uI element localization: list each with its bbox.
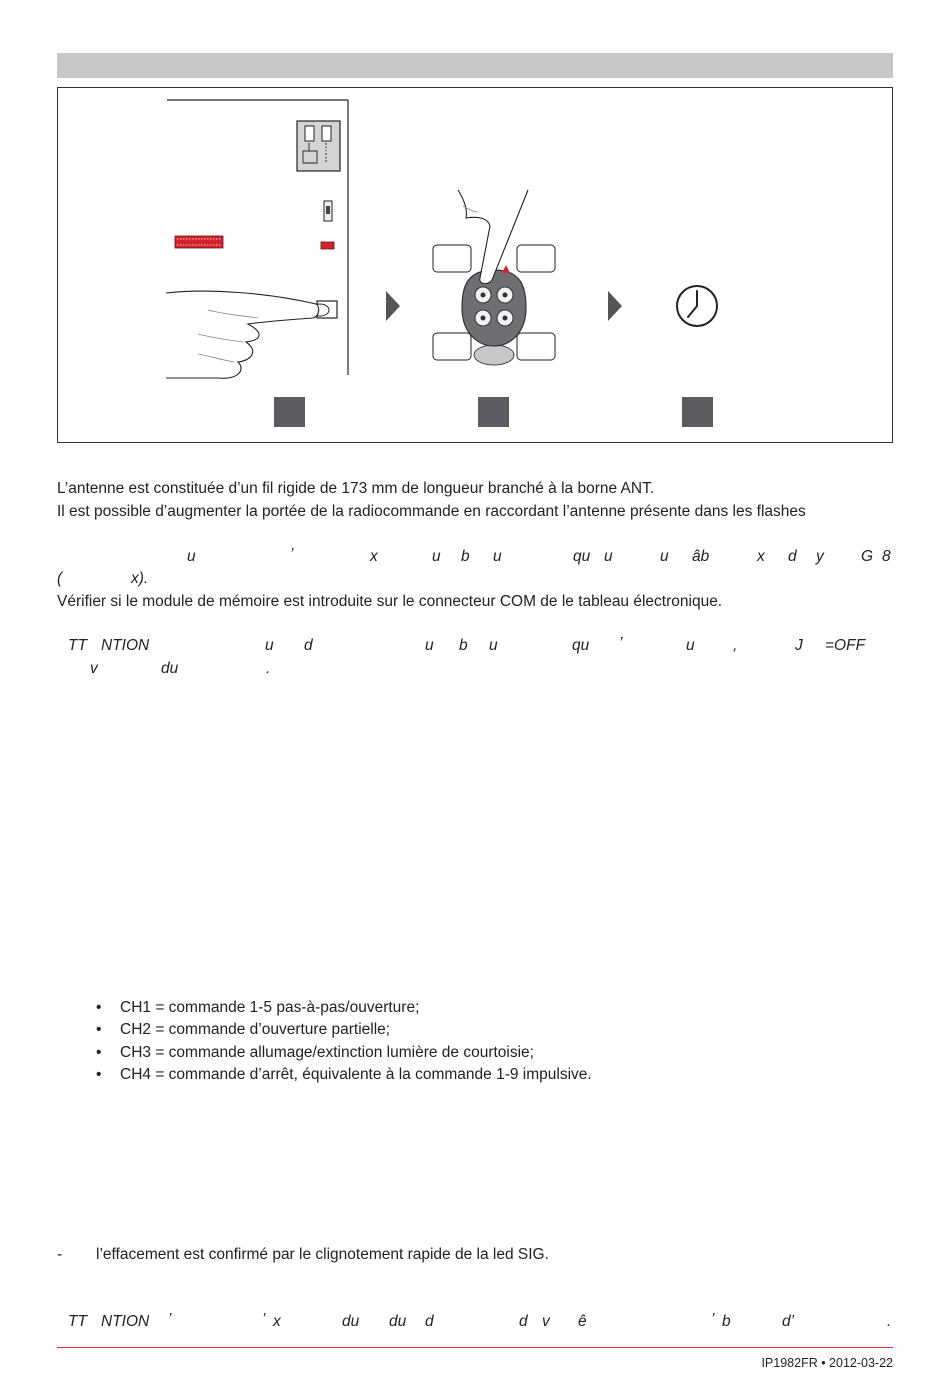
fragment: ( [57,570,63,587]
step-box-3 [682,397,713,427]
arrow-step1-to-step2 [386,291,400,321]
fragment: v [90,660,98,677]
fragment: b [722,1313,731,1330]
procedure-illustration [58,88,894,444]
fragment: NTION [101,637,150,654]
erase-dash: - [57,1246,63,1263]
remote-control-drawing [433,190,555,365]
fragment: d [519,1313,528,1330]
fragment: d [304,637,313,654]
fragment: =OFF [825,637,866,654]
erase-confirm-text: l’effacement est confirmé par le clignotement rapide de la led SIG. [96,1246,549,1263]
clock-icon [677,286,717,326]
list-item-ch3: • CH3 = commande allumage/extinction lumière de courtoisie; [96,1044,534,1061]
fragment: du [389,1313,407,1330]
procedure-figure [57,87,893,443]
fragment: ’ [262,1311,266,1328]
fragment: qu [572,637,590,654]
fragment: TT [68,637,87,654]
fragment: u [660,548,669,565]
step-box-2 [478,397,509,427]
fragment: du [342,1313,360,1330]
antenna-text-line-2: Il est possible d’augmenter la portée de la radiocommande en raccordant l’antenne présente dans les flashes [57,503,806,520]
fragment: J [795,637,803,654]
fragment: d [788,548,797,565]
fragment: ’ [711,1311,715,1328]
fragment: TT [68,1313,87,1330]
fragment: u [265,637,274,654]
fragment: y [816,548,824,565]
fragment: 8 [882,548,891,565]
fragment: u [686,637,695,654]
fragment: . [887,1313,892,1330]
document-code: IP1982FR • 2012-03-22 [761,1356,893,1370]
arrow-step2-to-step3 [608,291,622,321]
list-item-ch1: • CH1 = commande 1-5 pas-à-pas/ouverture; [96,999,420,1016]
list-item-ch4: • CH4 = commande d’arrêt, équivalente à la commande 1-9 impulsive. [96,1066,592,1083]
verify-module-text: Vérifier si le module de mémoire est introduite sur le connecteur COM de le tableau électronique. [57,593,723,610]
fragment: NTION [101,1313,150,1330]
fragment: . [266,660,271,677]
fragment: u [489,637,498,654]
fragment: ê [578,1313,587,1330]
fragment: x). [131,570,149,587]
fragment: qu [573,548,591,565]
fragment: d [425,1313,434,1330]
fragment: , [733,637,738,654]
fragment: u [187,548,196,565]
fragment: ’ [168,1311,172,1328]
fragment: b [461,548,470,565]
fragment: ’ [290,546,294,563]
fragment: x [757,548,765,565]
fragment: x [273,1313,281,1330]
footer-rule [57,1347,893,1348]
fragment: ’ [619,635,623,652]
fragment: du [161,660,179,677]
control-board-drawing [166,100,348,378]
fragment: u [432,548,441,565]
fragment: d’ [782,1313,795,1330]
fragment: x [370,548,378,565]
step-box-1 [274,397,305,427]
fragment: b [459,637,468,654]
section-header-bar [57,53,893,78]
fragment: v [542,1313,550,1330]
fragment: u [493,548,502,565]
fragment: u [604,548,613,565]
fragment: u [425,637,434,654]
antenna-text-line-1: L’antenne est constituée d’un fil rigide de 173 mm de longueur branché à la borne ANT. [57,480,655,497]
fragment: âb [692,548,710,565]
fragment: G [861,548,874,565]
list-item-ch2: • CH2 = commande d’ouverture partielle; [96,1021,391,1038]
